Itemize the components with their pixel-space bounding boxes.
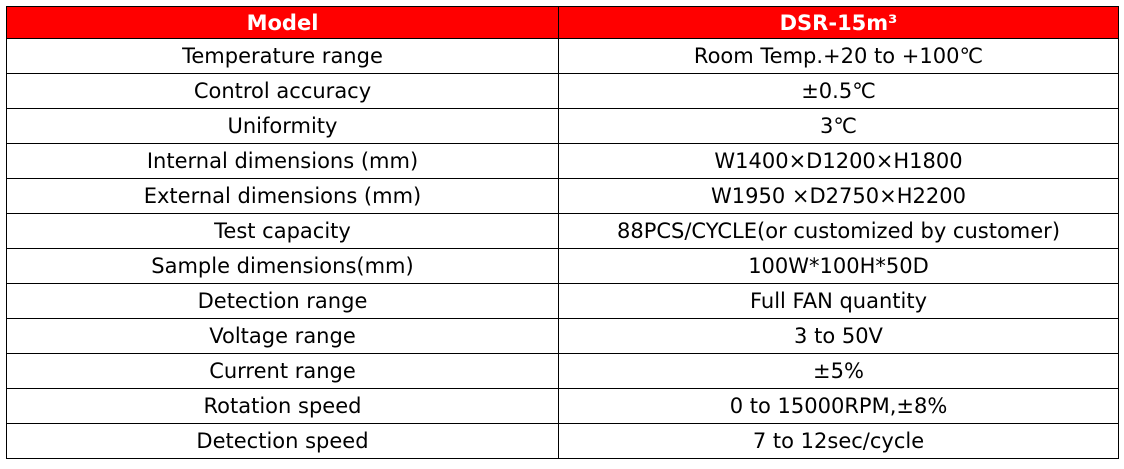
row-label: Test capacity <box>7 214 559 249</box>
row-value: ±0.5℃ <box>559 74 1119 109</box>
row-value: W1400×D1200×H1800 <box>559 144 1119 179</box>
row-label: External dimensions (mm) <box>7 179 559 214</box>
row-label: Control accuracy <box>7 74 559 109</box>
table-row <box>7 144 1119 179</box>
table-row <box>7 39 1119 74</box>
row-value: ±5% <box>559 354 1119 389</box>
table-row <box>7 354 1119 389</box>
row-label: Detection range <box>7 284 559 319</box>
row-label: Detection speed <box>7 424 559 459</box>
row-label: Current range <box>7 354 559 389</box>
table-row <box>7 109 1119 144</box>
row-value: 0 to 15000RPM,±8% <box>559 389 1119 424</box>
header-model-label: Model <box>7 7 559 39</box>
table-row <box>7 284 1119 319</box>
row-value: 3 to 50V <box>559 319 1119 354</box>
row-value: 100W*100H*50D <box>559 249 1119 284</box>
header-row <box>7 7 1119 39</box>
row-value: Full FAN quantity <box>559 284 1119 319</box>
table-row <box>7 389 1119 424</box>
row-label: Voltage range <box>7 319 559 354</box>
row-value: 7 to 12sec/cycle <box>559 424 1119 459</box>
row-label: Rotation speed <box>7 389 559 424</box>
table-row <box>7 74 1119 109</box>
table-row <box>7 424 1119 459</box>
table-row <box>7 319 1119 354</box>
table-row <box>7 249 1119 284</box>
row-value: W1950 ×D2750×H2200 <box>559 179 1119 214</box>
spec-table <box>6 6 1119 459</box>
row-value: 88PCS/CYCLE(or customized by customer) <box>559 214 1119 249</box>
row-label: Uniformity <box>7 109 559 144</box>
row-label: Temperature range <box>7 39 559 74</box>
table-row <box>7 214 1119 249</box>
row-value: Room Temp.+20 to +100℃ <box>559 39 1119 74</box>
header-model-value: DSR-15m³ <box>559 7 1119 39</box>
row-label: Internal dimensions (mm) <box>7 144 559 179</box>
row-label: Sample dimensions(mm) <box>7 249 559 284</box>
row-value: 3℃ <box>559 109 1119 144</box>
table-row <box>7 179 1119 214</box>
